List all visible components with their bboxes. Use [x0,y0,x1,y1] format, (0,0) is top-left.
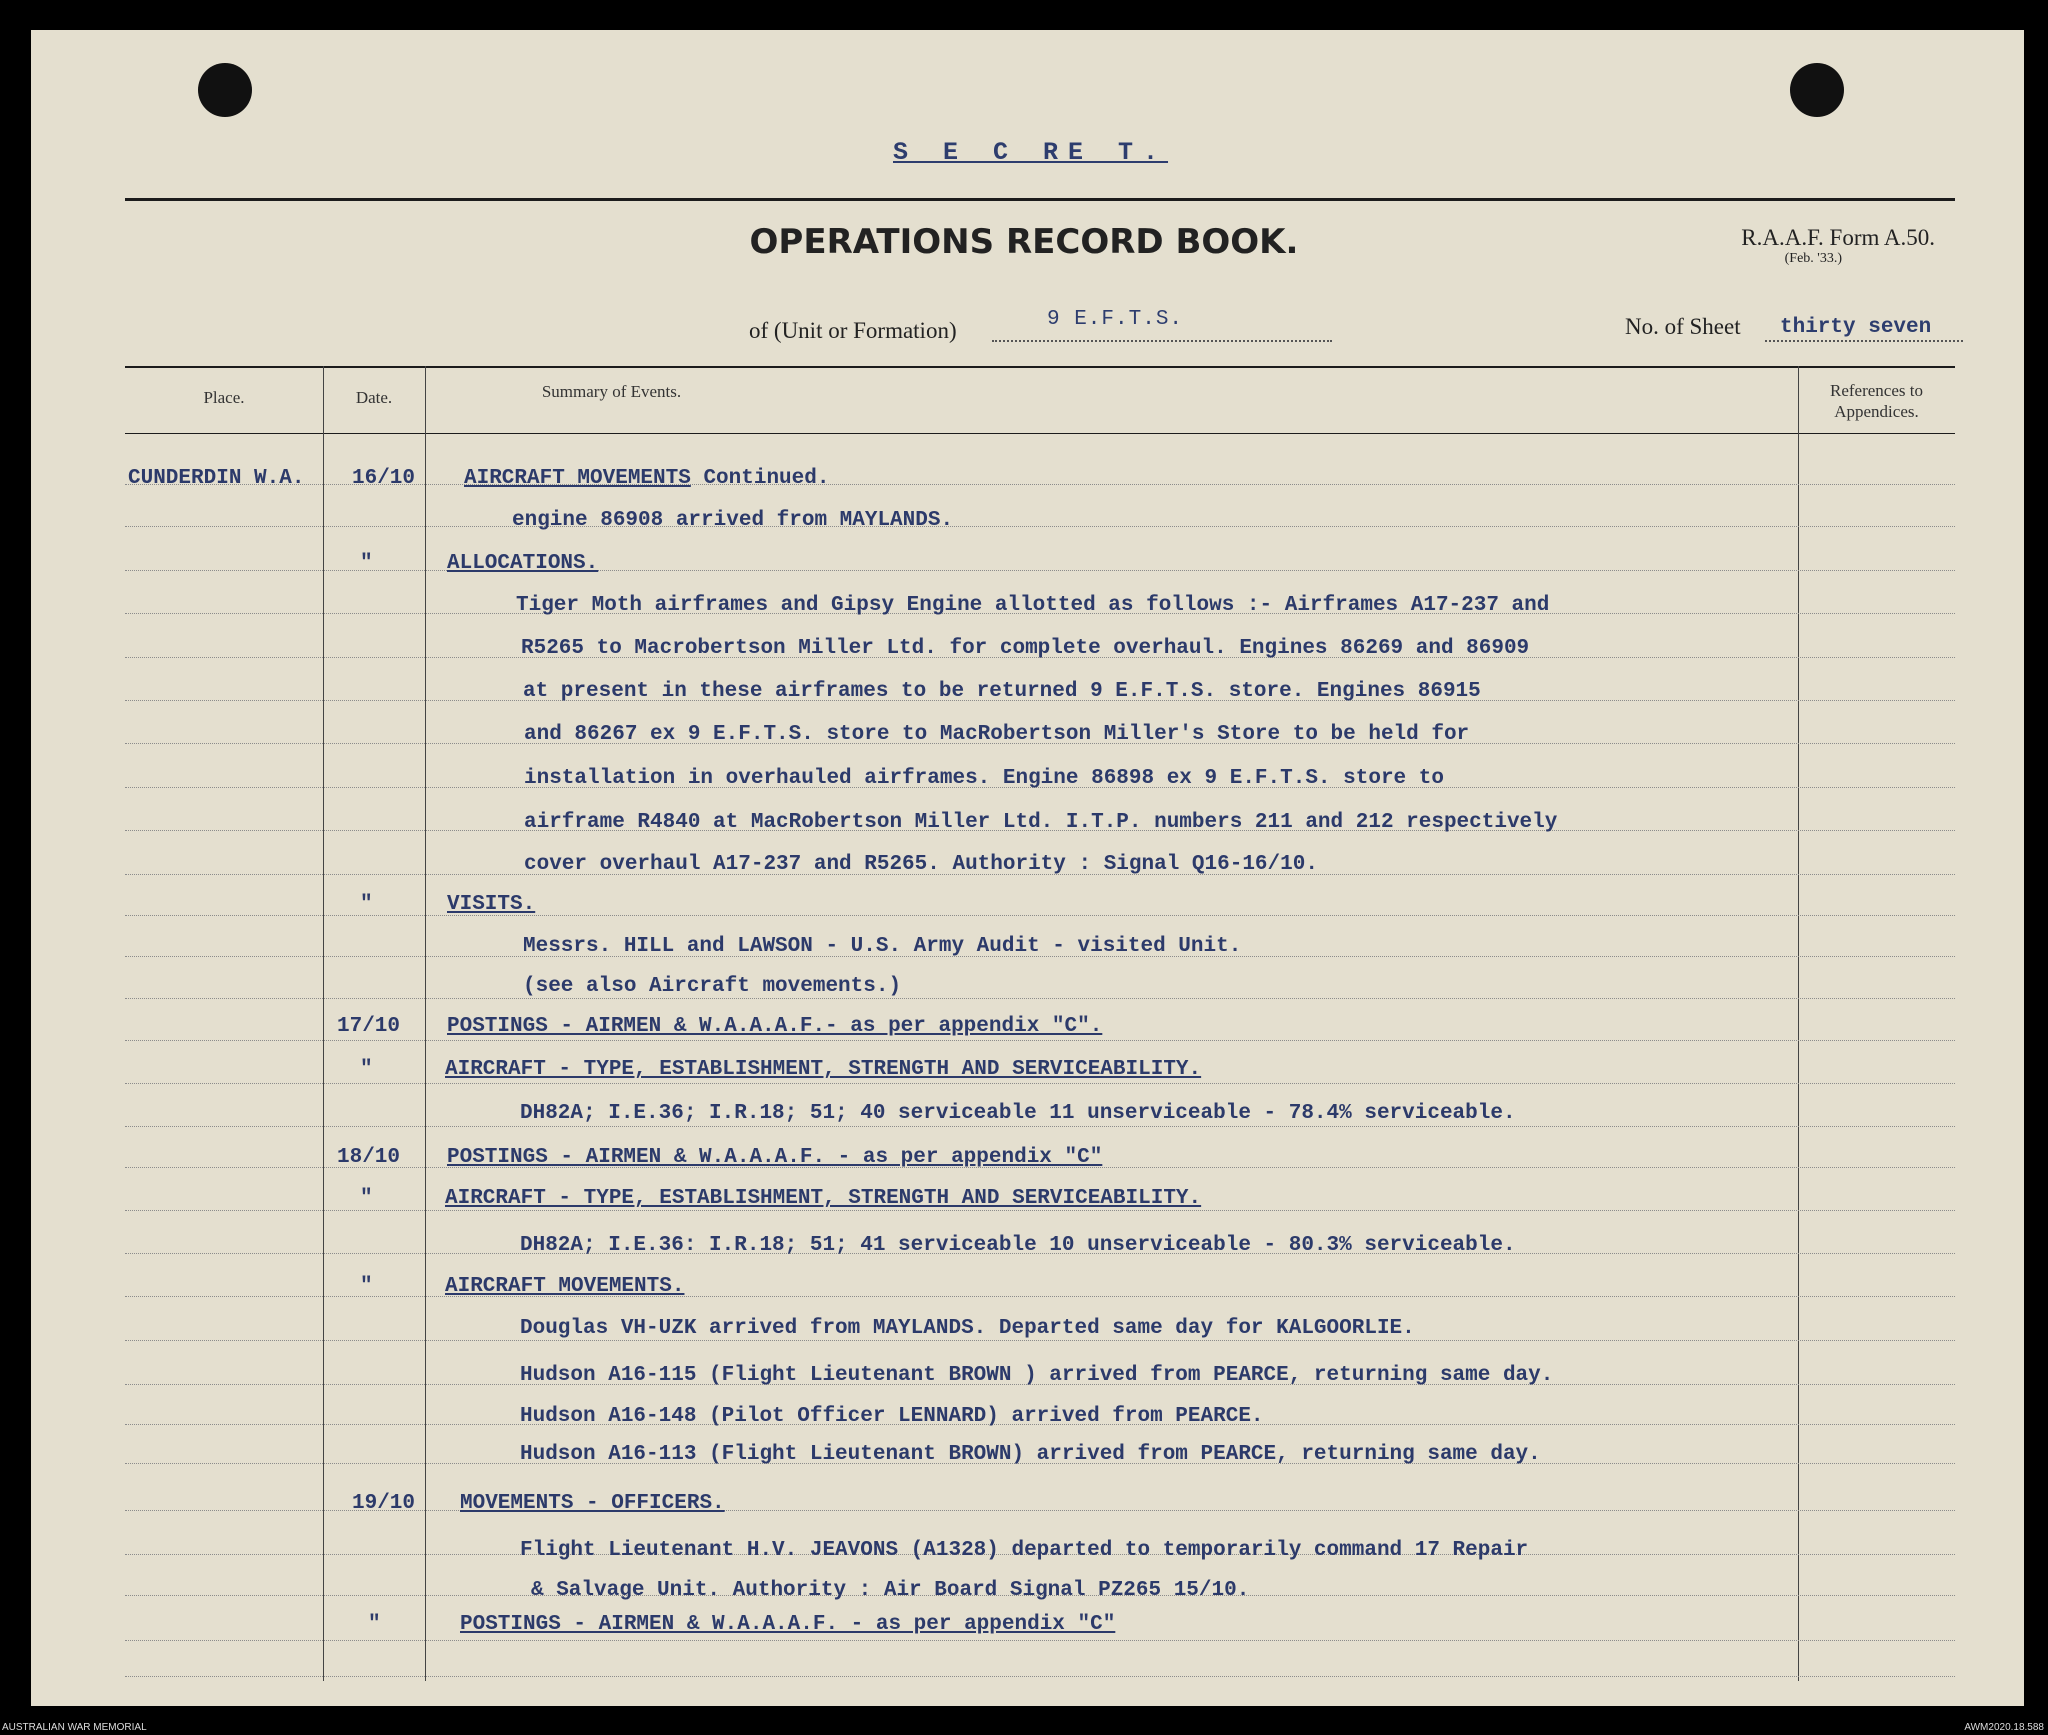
event-heading: AIRCRAFT MOVEMENTS. [445,1275,685,1298]
column-header-summary: Summary of Events. [541,382,682,401]
footer-archive-id: AWM2020.18.588 [1964,1722,2044,1733]
column-divider-date [425,366,426,1681]
place-cunderdin: CUNDERDIN W.A. [128,467,305,490]
date-cell: 16/10 [352,467,416,490]
top-rule [125,198,1955,201]
header-bottom-rule [125,433,1955,434]
form-date: (Feb. '33.) [1784,251,1842,266]
column-divider-references [1798,366,1799,1681]
unit-value: 9 E.F.T.S. [1047,308,1184,331]
ruled-line [125,1083,1955,1084]
date-cell: 18/10 [337,1146,401,1169]
references-header-text: References to Appendices. [1830,381,1923,421]
event-line: Hudson A16-115 (Flight Lieutenant BROWN ) arrived from PEARCE, returning same day. [520,1364,1554,1387]
event-line: Hudson A16-148 (Pilot Officer LENNARD) arrived from PEARCE. [520,1405,1264,1428]
footer-archive-name: AUSTRALIAN WAR MEMORIAL [2,1722,147,1733]
event-line: (see also Aircraft movements.) [523,975,902,998]
event-line: and 86267 ex 9 E.F.T.S. store to MacRobertson Miller's Store to be held for [524,723,1470,746]
ruled-line [125,570,1955,571]
sheet-dotted-line [1765,340,1963,342]
column-header-date: Date. [355,388,393,407]
event-line: DH82A; I.E.36: I.R.18; 51; 41 serviceable 10 unserviceable - 80.3% serviceable. [520,1234,1516,1257]
date-cell: " [360,893,373,916]
event-heading: VISITS. [447,893,536,916]
event-heading: ALLOCATIONS. [447,552,599,575]
event-line: Hudson A16-113 (Flight Lieutenant BROWN) arrived from PEARCE, returning same day. [520,1443,1541,1466]
event-line: R5265 to Macrobertson Miller Ltd. for complete overhaul. Engines 86269 and 86909 [521,637,1530,660]
punch-hole-right [1790,63,1844,117]
event-heading: POSTINGS - AIRMEN & W.A.A.A.F. - as per appendix "C" [460,1613,1116,1636]
event-line: DH82A; I.E.36; I.R.18; 51; 40 serviceable 11 unserviceable - 78.4% serviceable. [520,1102,1516,1125]
ruled-line [125,915,1955,916]
sheet-label: No. of Sheet [1625,314,1741,339]
event-heading: MOVEMENTS - OFFICERS. [460,1492,725,1515]
ruled-line [125,1126,1955,1127]
date-cell: 17/10 [337,1015,401,1038]
sheet-value: thirty seven [1780,316,1932,339]
ruled-line [125,1640,1955,1641]
ruled-line [125,1210,1955,1211]
column-header-place: Place. [203,388,245,407]
ruled-line [125,1040,1955,1041]
column-divider-place [323,366,324,1681]
event-line: Messrs. HILL and LAWSON - U.S. Army Audit - visited Unit. [523,935,1242,958]
ruled-line [125,1340,1955,1341]
event-line: cover overhaul A17-237 and R5265. Authority : Signal Q16-16/10. [524,853,1318,876]
punch-hole-left [198,63,252,117]
date-cell: " [360,1187,373,1210]
event-line: Douglas VH-UZK arrived from MAYLANDS. Departed same day for KALGOORLIE. [520,1317,1415,1340]
ruled-line [125,526,1955,527]
ruled-line [125,1296,1955,1297]
page-title: OPERATIONS RECORD BOOK. [749,222,1299,262]
date-cell: " [360,1058,373,1081]
event-line: Flight Lieutenant H.V. JEAVONS (A1328) departed to temporarily command 17 Repair [520,1539,1529,1562]
event-line: engine 86908 arrived from MAYLANDS. [512,509,954,532]
event-heading: AIRCRAFT - TYPE, ESTABLISHMENT, STRENGTH AND SERVICEABILITY. [445,1187,1202,1210]
event-heading: POSTINGS - AIRMEN & W.A.A.A.F. - as per appendix "C" [447,1146,1103,1169]
classification-heading: S E C RE T. [893,138,1169,167]
event-line: installation in overhauled airframes. Engine 86898 ex 9 E.F.T.S. store to [524,767,1444,790]
event-line: & Salvage Unit. Authority : Air Board Signal PZ265 15/10. [531,1579,1250,1602]
event-heading: POSTINGS - AIRMEN & W.A.A.A.F.- as per appendix "C". [447,1015,1103,1038]
event-line [464,467,829,490]
event-heading: AIRCRAFT - TYPE, ESTABLISHMENT, STRENGTH AND SERVICEABILITY. [445,1058,1202,1081]
table-top-rule [125,366,1955,368]
ruled-line [125,998,1955,999]
date-cell: " [360,1275,373,1298]
event-continued: Continued. [690,467,830,490]
date-cell: " [360,552,373,575]
date-cell: 19/10 [352,1492,416,1515]
form-number: R.A.A.F. Form A.50. [1741,225,1935,250]
event-line: at present in these airframes to be returned 9 E.F.T.S. store. Engines 86915 [523,680,1481,703]
event-heading: AIRCRAFT MOVEMENTS [464,467,691,490]
event-line: Tiger Moth airframes and Gipsy Engine allotted as follows :- Airframes A17-237 and [516,594,1550,617]
unit-label: of (Unit or Formation) [749,318,957,343]
ruled-line [125,1676,1955,1677]
event-line: airframe R4840 at MacRobertson Miller Ltd. I.T.P. numbers 211 and 212 respectively [524,811,1558,834]
unit-dotted-line [992,340,1332,342]
date-cell: " [368,1613,381,1636]
column-header-references [1798,380,1955,422]
